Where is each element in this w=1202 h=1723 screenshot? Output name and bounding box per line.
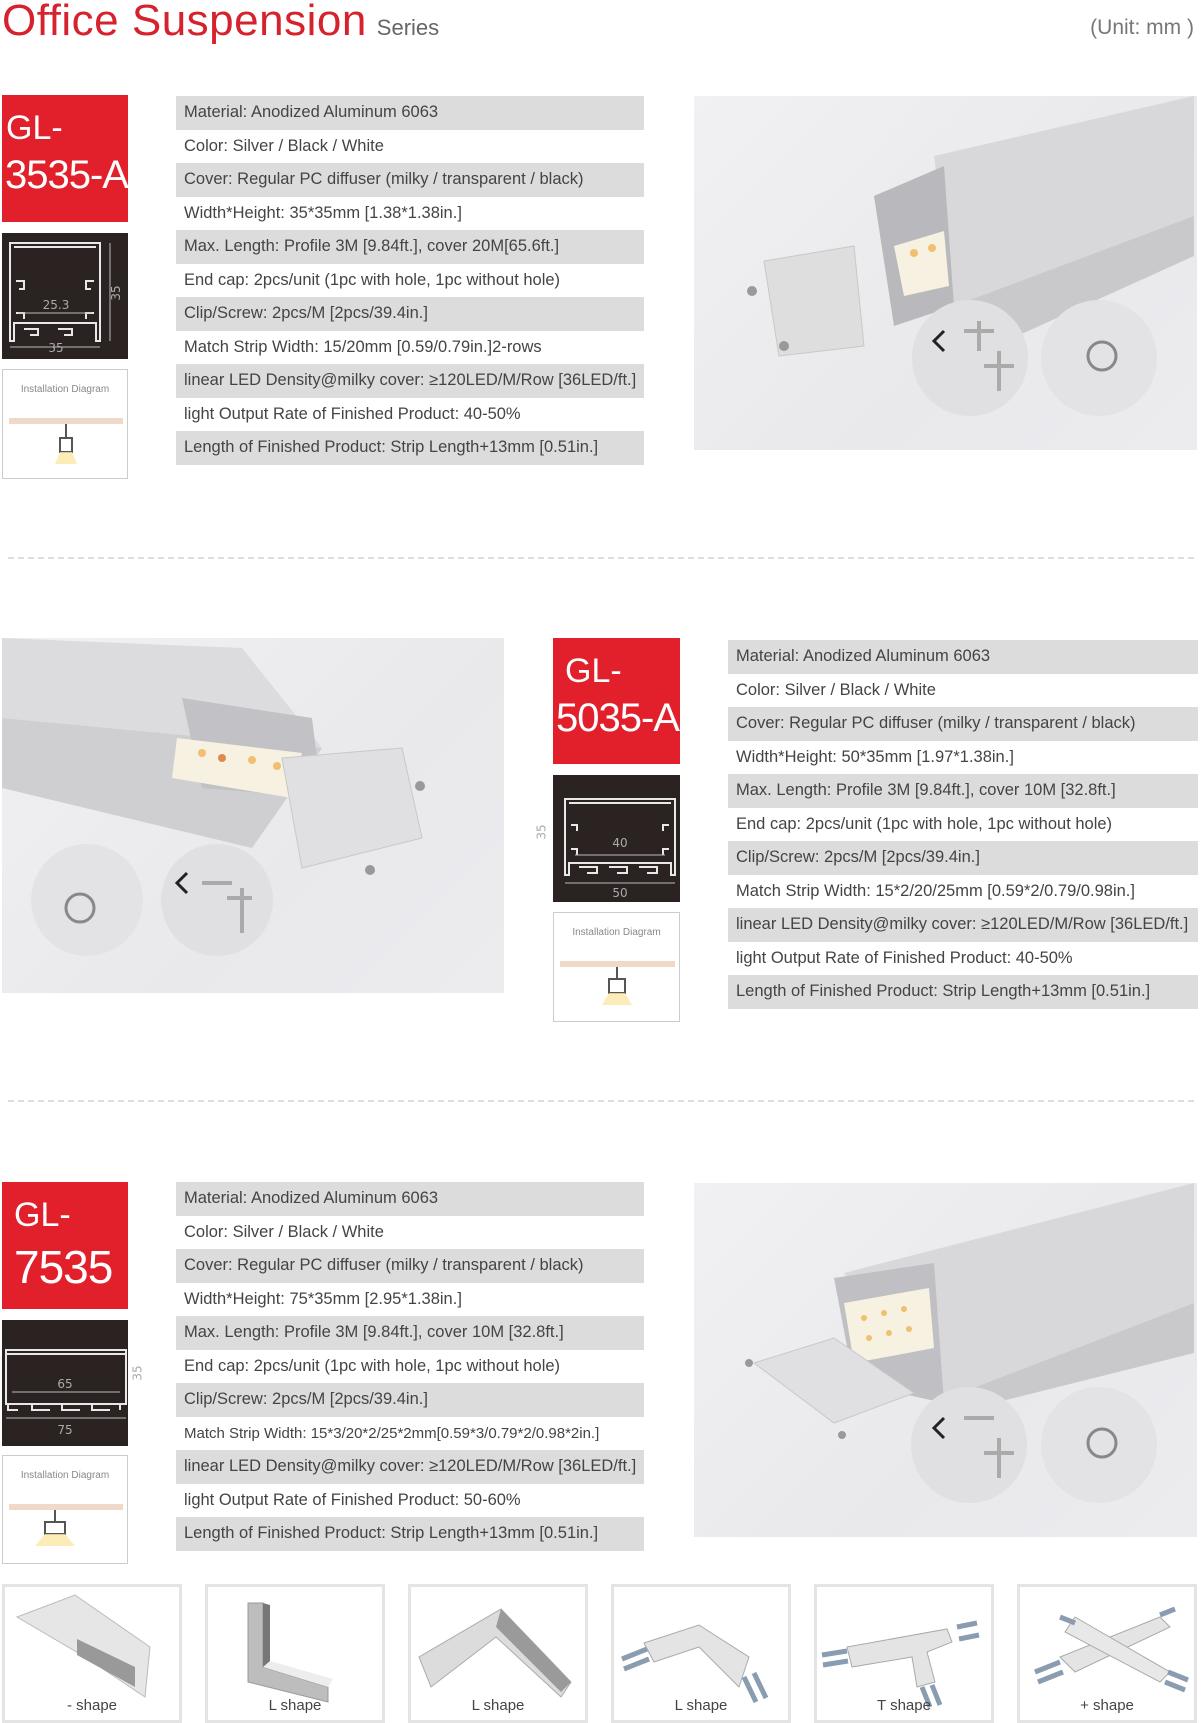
svg-text:35: 35 — [109, 285, 123, 301]
spec-color: Color: Silver / Black / White — [736, 680, 936, 699]
model-prefix: GL- — [565, 652, 622, 690]
unit-label: (Unit: mm ) — [1090, 16, 1194, 39]
spec-color: Color: Silver / Black / White — [184, 1222, 384, 1241]
svg-text:65: 65 — [57, 1377, 73, 1391]
svg-text:75: 75 — [57, 1423, 73, 1437]
connector-label: L shape — [268, 1697, 322, 1714]
profile-cross-section — [2, 1320, 128, 1446]
suspension-diagram-icon — [3, 370, 129, 480]
spec-cover: Cover: Regular PC diffuser (milky / transparent / black) — [176, 1249, 644, 1283]
spec-led-density: linear LED Density@milky cover: ≥120LED/M/Row [36LED/ft.] — [176, 1450, 644, 1484]
profile-drawing-icon — [2, 1320, 128, 1446]
model-badge — [553, 638, 680, 764]
section-divider — [8, 1100, 1194, 1102]
installation-diagram-label: Installation Diagram — [20, 384, 110, 395]
profile-cross-section — [2, 233, 128, 359]
spec-clip-screw: Clip/Screw: 2pcs/M [2pcs/39.4in.] — [176, 297, 644, 331]
series-title: Office Suspension — [2, 0, 367, 45]
spec-material: Material: Anodized Aluminum 6063 — [176, 96, 644, 130]
installation-diagram — [553, 912, 680, 1022]
spec-table — [176, 96, 644, 465]
profile-drawing-icon — [553, 775, 680, 902]
connector-card-horizontal-l — [408, 1584, 588, 1723]
spec-light-output: light Output Rate of Finished Product: 40-50% — [184, 404, 521, 423]
connector-label: L shape — [471, 1697, 525, 1714]
connector-card-straight — [2, 1584, 182, 1723]
spec-finished-length: Length of Finished Product: Strip Length+13mm [0.51in.] — [728, 975, 1198, 1009]
connector-card-l-joiner — [611, 1584, 791, 1723]
spec-strip-width: Match Strip Width: 15*2/20/25mm [0.59*2/0.79/0.98in.] — [736, 881, 1135, 900]
spec-light-output: light Output Rate of Finished Product: 40-50% — [736, 948, 1073, 967]
svg-text:50: 50 — [612, 886, 628, 900]
installation-diagram — [2, 369, 128, 479]
spec-led-density: linear LED Density@milky cover: ≥120LED/M/Row [36LED/ft.] — [728, 908, 1198, 942]
spec-max-length: Max. Length: Profile 3M [9.84ft.], cover 10M [32.8ft.] — [176, 1316, 644, 1350]
page-title — [2, 0, 439, 46]
model-number: 5035-A — [556, 696, 679, 740]
spec-max-length: Max. Length: Profile 3M [9.84ft.], cover 20M[65.6ft.] — [176, 230, 644, 264]
spec-light-output: light Output Rate of Finished Product: 50-60% — [184, 1490, 521, 1509]
spec-finished-length: Length of Finished Product: Strip Length+13mm [0.51in.] — [176, 1517, 644, 1551]
spec-dimensions: Width*Height: 75*35mm [2.95*1.38in.] — [184, 1289, 462, 1308]
spec-table — [728, 640, 1198, 1009]
installation-diagram-label: Installation Diagram — [20, 1470, 110, 1481]
spec-led-density: linear LED Density@milky cover: ≥120LED/M/Row [36LED/ft.] — [176, 364, 644, 398]
suspension-diagram-icon — [3, 1456, 129, 1565]
spec-cover: Cover: Regular PC diffuser (milky / transparent / black) — [176, 163, 644, 197]
profile-product-photo-icon — [694, 1183, 1197, 1537]
spec-strip-width: Match Strip Width: 15/20mm [0.59/0.79in.]2-rows — [184, 337, 542, 356]
svg-text:40: 40 — [612, 836, 628, 850]
spec-end-cap: End cap: 2pcs/unit (1pc with hole, 1pc without hole) — [184, 270, 561, 289]
spec-strip-width: Match Strip Width: 15*3/20*2/25*2mm[0.59*3/0.79*2/0.98*2in.] — [184, 1424, 600, 1442]
spec-end-cap: End cap: 2pcs/unit (1pc with hole, 1pc without hole) — [736, 814, 1113, 833]
spec-material: Material: Anodized Aluminum 6063 — [176, 1182, 644, 1216]
installation-diagram — [2, 1455, 128, 1564]
connector-card-cross — [1017, 1584, 1197, 1723]
profile-drawing-icon — [2, 233, 128, 359]
spec-material: Material: Anodized Aluminum 6063 — [728, 640, 1198, 674]
spec-color: Color: Silver / Black / White — [184, 136, 384, 155]
spec-max-length: Max. Length: Profile 3M [9.84ft.], cover 10M [32.8ft.] — [728, 774, 1198, 808]
model-badge — [2, 95, 128, 222]
product-photo — [694, 1183, 1197, 1537]
spec-clip-screw: Clip/Screw: 2pcs/M [2pcs/39.4in.] — [728, 841, 1198, 875]
spec-dimensions: Width*Height: 35*35mm [1.38*1.38in.] — [184, 203, 462, 222]
profile-product-photo-icon — [694, 96, 1197, 450]
spec-finished-length: Length of Finished Product: Strip Length+13mm [0.51in.] — [176, 431, 644, 465]
connector-label: + shape — [1080, 1697, 1134, 1714]
model-number: 7535 — [14, 1241, 113, 1293]
spec-cover: Cover: Regular PC diffuser (milky / transparent / black) — [728, 707, 1198, 741]
model-badge — [2, 1182, 128, 1309]
profile-height-label: 35 — [130, 1365, 145, 1381]
model-number: 3535-A — [5, 153, 128, 197]
connector-label: L shape — [674, 1697, 728, 1714]
connector-card-t — [814, 1584, 994, 1723]
connector-card-vertical-l — [205, 1584, 385, 1723]
spec-table — [176, 1182, 644, 1551]
profile-product-photo-icon — [2, 638, 504, 993]
spec-end-cap: End cap: 2pcs/unit (1pc with hole, 1pc without hole) — [184, 1356, 561, 1375]
installation-diagram-label: Installation Diagram — [572, 927, 661, 938]
model-prefix: GL- — [6, 109, 63, 147]
svg-text:25.3: 25.3 — [42, 298, 70, 312]
product-photo — [694, 96, 1197, 450]
connector-label: - shape — [66, 1697, 118, 1714]
section-divider — [8, 557, 1194, 559]
profile-cross-section — [553, 775, 680, 902]
spec-clip-screw: Clip/Screw: 2pcs/M [2pcs/39.4in.] — [176, 1383, 644, 1417]
connector-label: T shape — [877, 1697, 931, 1714]
profile-height-label: 35 — [534, 824, 549, 840]
svg-text:35: 35 — [48, 341, 64, 355]
product-photo — [2, 638, 504, 993]
model-prefix: GL- — [14, 1196, 71, 1234]
suspension-diagram-icon — [554, 913, 681, 1023]
spec-dimensions: Width*Height: 50*35mm [1.97*1.38in.] — [736, 747, 1014, 766]
series-subtitle: Series — [376, 15, 440, 40]
